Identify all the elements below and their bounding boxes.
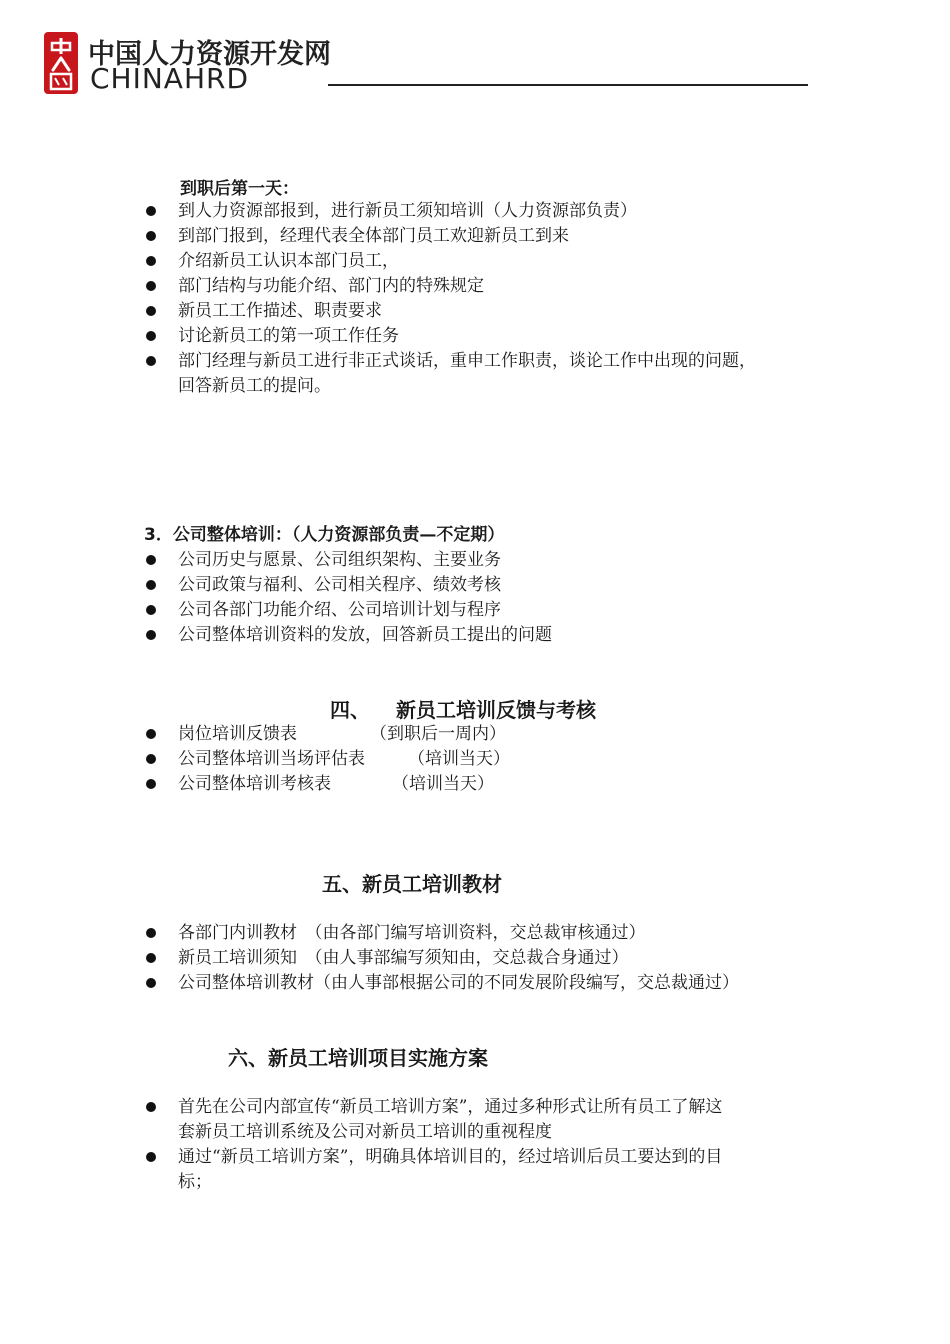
section6-item-line2: 套新员工培训系统及公司对新员工培训的重视程度 [178,1122,552,1142]
section3-item: 公司历史与愿景、公司组织架构、主要业务 [178,550,501,570]
section5-item: 公司整体培训教材（由人事部根据公司的不同发展阶段编写，交总裁通过） [178,973,739,993]
day1-item-continued: 回答新员工的提问。 [178,376,331,396]
section4-item-note: （培训当天） [392,774,494,794]
section4-item-note: （培训当天） [408,749,510,769]
section4-item-name: 公司整体培训当场评估表 [178,749,365,769]
bullet [146,605,156,615]
section6-item-line2: 标； [178,1172,212,1192]
bullet [146,729,156,739]
bullet [146,555,156,565]
day1-item: 部门结构与功能介绍、部门内的特殊规定 [178,276,484,296]
bullet [146,779,156,789]
day1-item: 介绍新员工认识本部门员工， [178,251,399,271]
section6-item-line1: 通过“新员工培训方案”，明确具体培训目的，经过培训后员工要达到的目 [178,1147,723,1167]
bullet [146,356,156,366]
section4-title: 新员工培训反馈与考核 [396,698,596,722]
bullet [146,978,156,988]
bullet [146,754,156,764]
bullet [146,953,156,963]
day1-title: 到职后第一天： [180,179,299,199]
day1-item: 到人力资源部报到，进行新员工须知培训（人力资源部负责） [178,201,637,221]
section4-number: 四、 [330,698,370,722]
bullet [146,1102,156,1112]
logo-chinese-text: 中国人力资源开发网 [88,39,331,70]
day1-item: 讨论新员工的第一项工作任务 [178,326,399,346]
section4-item-name: 公司整体培训考核表 [178,774,331,794]
day1-item: 新员工工作描述、职责要求 [178,301,382,321]
section5-title: 五、新员工培训教材 [322,872,502,896]
section6-title: 六、新员工培训项目实施方案 [228,1046,488,1070]
bullet [146,231,156,241]
section3-title: 3．公司整体培训：（人力资源部负责—不定期） [144,525,505,545]
day1-item: 到部门报到，经理代表全体部门员工欢迎新员工到来 [178,226,569,246]
bullet [146,256,156,266]
section4-item-name: 岗位培训反馈表 [178,724,297,744]
bullet [146,1152,156,1162]
day1-item: 部门经理与新员工进行非正式谈话，重申工作职责，谈论工作中出现的问题， [178,351,756,371]
bullet [146,331,156,341]
section3-item: 公司整体培训资料的发放，回答新员工提出的问题 [178,625,552,645]
logo-english-text: CHINAHRD [90,62,250,95]
section5-item: 各部门内训教材 （由各部门编写培训资料，交总裁审核通过） [178,923,646,943]
section4-item-note: （到职后一周内） [370,724,506,744]
bullet [146,630,156,640]
section3-item: 公司各部门功能介绍、公司培训计划与程序 [178,600,501,620]
bullet [146,206,156,216]
bullet [146,281,156,291]
section5-item: 新员工培训须知 （由人事部编写须知由，交总裁合身通过） [178,948,629,968]
bullet [146,580,156,590]
section3-item: 公司政策与福利、公司相关程序、绩效考核 [178,575,501,595]
section6-item-line1: 首先在公司内部宣传“新员工培训方案”，通过多种形式让所有员工了解这 [178,1097,723,1117]
bullet [146,306,156,316]
bullet [146,928,156,938]
